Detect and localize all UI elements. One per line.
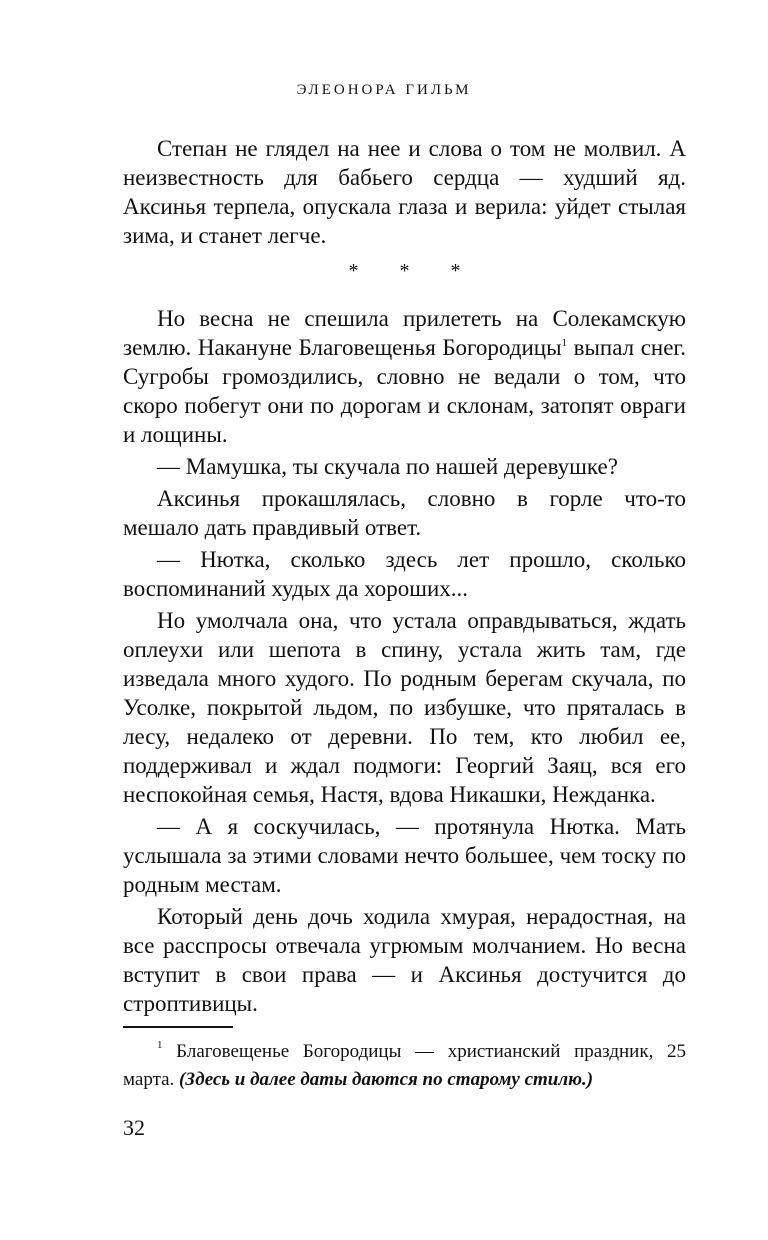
page-number: 32 xyxy=(123,1115,145,1140)
paragraph-text: Но весна не спешила прилететь на Солекамскую землю. Накануне Благовещенья Богородицы xyxy=(123,306,686,360)
paragraph: — А я соскучилась, — протянула Нютка. Мать услышала за этими словами нечто большее, чем тоску по родным местам. xyxy=(123,814,686,897)
footnote-ref: 1 xyxy=(561,337,568,349)
paragraph: Который день дочь ходила хмурая, нерадостная, на все расспросы отвечала угрюмым молчанием. Но весна вступит в свои права — и Аксинья достучится до строптивицы. xyxy=(123,904,686,1016)
footnote xyxy=(123,1038,686,1094)
paragraph: — Нютка, сколько здесь лет прошло, сколько воспоминаний худых да хороших... xyxy=(123,547,686,601)
footnote-italic-text: (Здесь и далее даты даются по старому стилю.) xyxy=(179,1069,594,1090)
paragraph xyxy=(123,304,686,449)
footnote-marker: 1 xyxy=(157,1039,163,1051)
paragraph: Аксинья прокашлялась, словно в горле что-то мешало дать правдивый ответ. xyxy=(123,486,686,540)
paragraph: Степан не глядел на нее и слова о том не молвил. А неизвестность для бабьего сердца — худший яд. Аксинья терпела, опускала глаза и верила: уйдет стылая зима, и станет легче. xyxy=(123,136,686,248)
section-separator: * * * xyxy=(348,260,479,282)
paragraph: — Мамушка, ты скучала по нашей деревушке? xyxy=(157,454,618,479)
main-text xyxy=(123,134,686,1018)
running-head: ЭЛЕОНОРА ГИЛЬМ xyxy=(296,82,472,98)
footnote-text: Благовещенье Богородицы — христианский праздник, 25 марта. xyxy=(123,1041,686,1090)
footnote-divider xyxy=(123,1026,233,1028)
paragraph: Но умолчала она, что устала оправдываться, ждать оплеухи или шепота в спину, устала жить там, где изведала много худого. По родным берегам скучала, по Усолке, покрытой льдом, по избушке, что пряталась в лесу, недалеко от деревни. По тем, кто любил ее, поддерживал и ждал подмоги: Георгий Заяц, вся его неспокойная семья, Настя, вдова Никашки, Нежданка. xyxy=(123,608,686,807)
footnote-paragraph xyxy=(123,1038,686,1094)
paragraph-text: выпал снег. Сугробы громоздились, словно не ведали о том, что скоро побегут они по дорогам и склонам, затопят овраги и лощины. xyxy=(123,335,687,447)
